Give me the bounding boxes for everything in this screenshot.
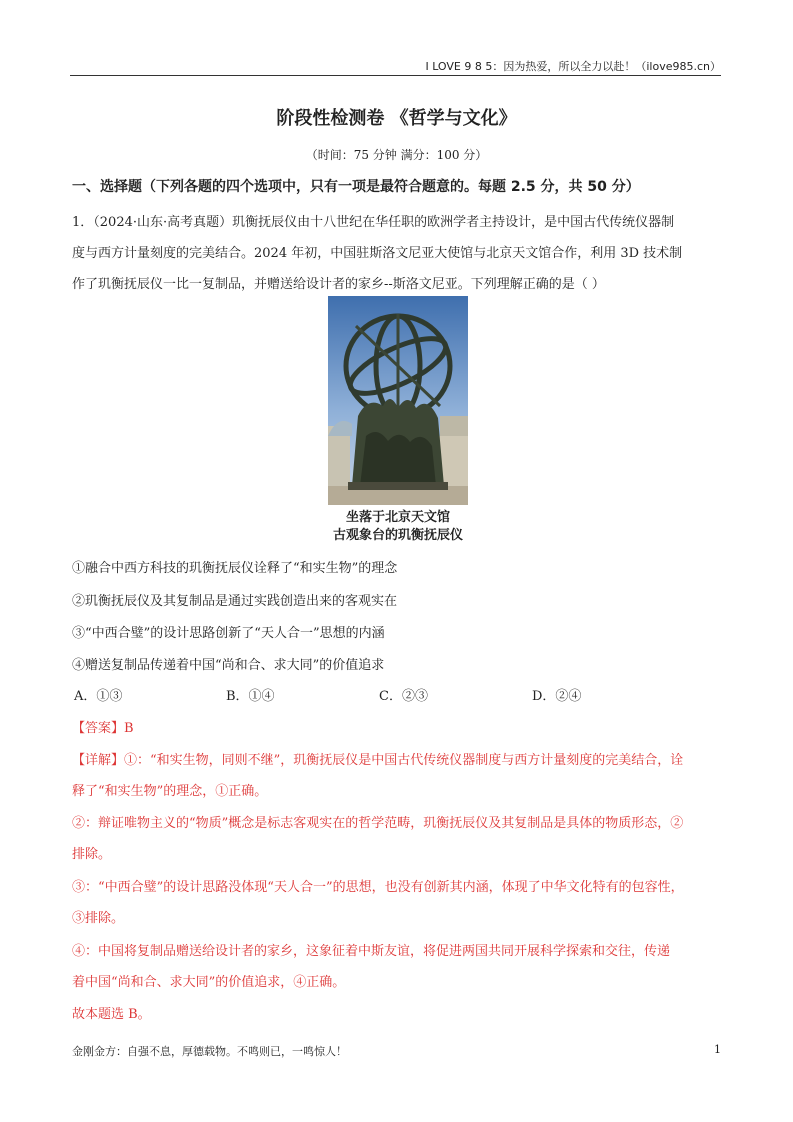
option-a: A．①③ <box>74 689 123 704</box>
figure-caption-line: 坐落于北京天文馆 <box>345 510 450 525</box>
question-text-line: 度与西方计量刻度的完美结合。2024 年初，中国驻斯洛文尼亚大使馆与北京天文馆合作，利用 3D 技术制 <box>72 246 683 261</box>
option-c: C．②③ <box>379 689 428 704</box>
option-b: B．①④ <box>226 689 275 704</box>
statement-item: ①融合中西方科技的玑衡抚辰仪诠释了“和实生物”的理念 <box>72 561 398 576</box>
explanation-line: 着中国“尚和合、求大同”的价值追求，④正确。 <box>72 975 346 990</box>
option-d: D．②④ <box>532 689 582 704</box>
page-header: I LOVE 9 8 5：因为热爱，所以全力以赴！（ilove985.cn） <box>425 60 721 73</box>
statement-item: ③“中西合璧”的设计思路创新了“天人合一”思想的内涵 <box>72 626 385 641</box>
explanation-line: ②：辩证唯物主义的“物质”概念是标志客观实在的哲学范畴，玑衡抚辰仪及其复制品是具体的物质形态，② <box>72 816 684 831</box>
explanation-line: ③排除。 <box>72 911 125 926</box>
explanation-line: 【详解】①：“和实生物，同则不继”，玑衡抚辰仪是中国古代传统仪器制度与西方计量刻度的完美结合，诠 <box>72 753 684 768</box>
answer-line: 【答案】B <box>72 721 134 736</box>
armillary-sphere-photo <box>328 296 468 505</box>
page-title: 阶段性检测卷 《哲学与文化》 <box>276 108 517 129</box>
explanation-line: ④：中国将复制品赠送给设计者的家乡，这象征着中斯友谊，将促进两国共同开展科学探索和交往，传递 <box>72 944 671 959</box>
statement-item: ④赠送复制品传递着中国“尚和合、求大同”的价值追求 <box>72 658 385 673</box>
exam-info: （时间：75 分钟 满分：100 分） <box>305 148 488 162</box>
page-number: 1 <box>714 1043 721 1056</box>
statement-item: ②玑衡抚辰仪及其复制品是通过实践创造出来的客观实在 <box>72 594 398 609</box>
explanation-line: 释了“和实生物”的理念，①正确。 <box>72 784 268 799</box>
question-text-line: 1．（2024·山东·高考真题）玑衡抚辰仪由十八世纪在华任职的欧洲学者主持设计，是中国古代传统仪器制 <box>72 215 675 230</box>
header-divider <box>70 75 721 76</box>
question-text-line: 作了玑衡抚辰仪一比一复制品，并赠送给设计者的家乡--斯洛文尼亚。下列理解正确的是（ ） <box>72 277 605 292</box>
explanation-line: 排除。 <box>72 847 112 862</box>
footer-motto: 金刚金方：自强不息，厚德载物。不鸣则已，一鸣惊人！ <box>72 1045 347 1058</box>
explanation-line: ③：“中西合璧”的设计思路没体现“天人合一”的思想，也没有创新其内涵，体现了中华文化特有的包容性， <box>72 880 684 895</box>
section-heading: 一、选择题（下列各题的四个选项中，只有一项是最符合题意的。每题 2.5 分，共 50 分） <box>72 179 640 195</box>
figure-caption-line: 古观象台的玑衡抚辰仪 <box>332 528 463 543</box>
conclusion-line: 故本题选 B。 <box>72 1007 151 1022</box>
